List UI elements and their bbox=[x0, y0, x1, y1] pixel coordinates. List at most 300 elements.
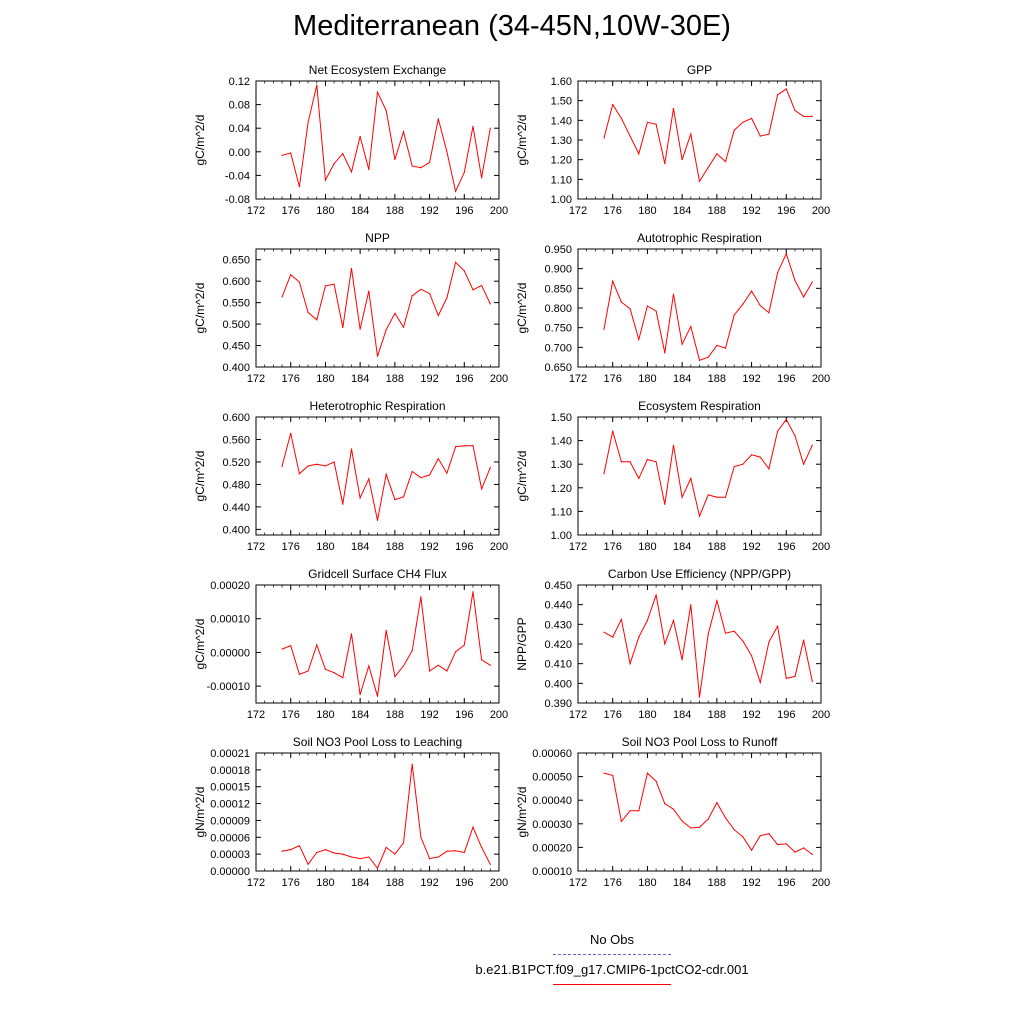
y-tick-label: 0.650 bbox=[544, 362, 572, 374]
data-point bbox=[638, 637, 639, 638]
data-point bbox=[412, 471, 413, 472]
data-point bbox=[490, 864, 491, 865]
data-point bbox=[438, 458, 439, 459]
data-point bbox=[420, 289, 421, 290]
data-point bbox=[690, 134, 691, 135]
x-tick-label: 196 bbox=[777, 877, 796, 889]
data-point bbox=[403, 665, 404, 666]
plot-frame bbox=[578, 585, 821, 703]
data-point bbox=[360, 136, 361, 137]
y-tick-label: 0.400 bbox=[544, 678, 572, 691]
data-point bbox=[429, 474, 430, 475]
legend-obs-line bbox=[553, 954, 671, 955]
data-point bbox=[716, 345, 717, 346]
x-tick-label: 192 bbox=[742, 877, 761, 889]
y-tick-label: 0.650 bbox=[222, 254, 250, 267]
data-point bbox=[812, 445, 813, 446]
series-line bbox=[604, 419, 812, 516]
data-point bbox=[429, 670, 430, 671]
x-tick-label: 172 bbox=[246, 877, 266, 889]
data-point bbox=[803, 847, 804, 848]
data-point bbox=[725, 497, 726, 498]
data-point bbox=[325, 180, 326, 181]
data-point bbox=[281, 155, 282, 156]
data-point bbox=[664, 504, 665, 505]
y-tick-label: 0.00020 bbox=[210, 580, 250, 592]
y-tick-label: 0.600 bbox=[222, 412, 250, 424]
x-tick-label: 188 bbox=[385, 373, 405, 385]
x-tick-label: 176 bbox=[603, 877, 622, 889]
data-point bbox=[638, 810, 639, 811]
y-tick-label: 1.00 bbox=[550, 530, 572, 542]
data-point bbox=[360, 858, 361, 859]
data-point bbox=[342, 677, 343, 678]
y-axis-label: NPP/GPP bbox=[515, 617, 529, 671]
data-point bbox=[429, 858, 430, 859]
x-tick-label: 192 bbox=[420, 541, 439, 553]
data-point bbox=[351, 448, 352, 449]
series-line bbox=[282, 433, 490, 520]
data-point bbox=[603, 632, 604, 633]
data-point bbox=[777, 272, 778, 273]
data-point bbox=[351, 633, 352, 634]
data-point bbox=[603, 473, 604, 474]
series-line bbox=[282, 592, 490, 697]
data-point bbox=[316, 319, 317, 320]
data-point bbox=[281, 466, 282, 467]
data-point bbox=[490, 467, 491, 468]
data-point bbox=[446, 473, 447, 474]
data-point bbox=[786, 678, 787, 679]
data-point bbox=[464, 644, 465, 645]
x-tick-label: 180 bbox=[316, 709, 335, 721]
data-point bbox=[803, 464, 804, 465]
data-point bbox=[760, 135, 761, 136]
x-tick-label: 200 bbox=[489, 373, 509, 385]
data-point bbox=[751, 655, 752, 656]
data-point bbox=[621, 302, 622, 303]
data-point bbox=[281, 648, 282, 649]
data-point bbox=[377, 696, 378, 697]
panel-title: Autotrophic Respiration bbox=[637, 231, 762, 245]
y-tick-label: 1.10 bbox=[550, 174, 572, 187]
data-point bbox=[386, 847, 387, 848]
x-tick-label: 196 bbox=[455, 877, 474, 889]
x-tick-label: 192 bbox=[420, 205, 439, 217]
data-point bbox=[603, 329, 604, 330]
data-point bbox=[777, 94, 778, 95]
y-tick-label: 0.700 bbox=[544, 342, 572, 355]
data-point bbox=[481, 659, 482, 660]
data-point bbox=[682, 659, 683, 660]
y-tick-label: 1.60 bbox=[550, 76, 572, 88]
data-point bbox=[438, 315, 439, 316]
data-point bbox=[699, 516, 700, 517]
y-tick-label: 0.850 bbox=[544, 283, 572, 296]
data-point bbox=[682, 497, 683, 498]
data-point bbox=[325, 465, 326, 466]
data-point bbox=[307, 670, 308, 671]
plot-frame bbox=[256, 753, 499, 871]
data-point bbox=[716, 153, 717, 154]
data-point bbox=[690, 478, 691, 479]
data-point bbox=[768, 468, 769, 469]
data-point bbox=[777, 431, 778, 432]
data-point bbox=[360, 694, 361, 695]
x-tick-label: 176 bbox=[281, 541, 300, 553]
data-point bbox=[394, 854, 395, 855]
y-tick-label: 0.00015 bbox=[210, 781, 250, 794]
data-point bbox=[708, 167, 709, 168]
x-tick-label: 180 bbox=[316, 541, 335, 553]
y-tick-label: 0.00010 bbox=[210, 613, 250, 626]
y-tick-label: 0.560 bbox=[222, 434, 250, 447]
data-point bbox=[290, 274, 291, 275]
data-point bbox=[351, 268, 352, 269]
data-point bbox=[429, 162, 430, 163]
data-point bbox=[734, 130, 735, 131]
x-tick-label: 188 bbox=[707, 877, 727, 889]
x-tick-label: 180 bbox=[638, 373, 657, 385]
data-point bbox=[403, 496, 404, 497]
x-tick-label: 172 bbox=[246, 205, 266, 217]
y-axis-label: gN/m^2/d bbox=[193, 786, 207, 838]
data-point bbox=[768, 641, 769, 642]
data-point bbox=[472, 445, 473, 446]
plot-frame bbox=[256, 249, 499, 367]
x-tick-label: 184 bbox=[350, 877, 370, 889]
page-title: Mediterranean (34-45N,10W-30E) bbox=[293, 10, 731, 42]
x-tick-label: 188 bbox=[385, 709, 405, 721]
data-point bbox=[638, 153, 639, 154]
series-line bbox=[604, 773, 812, 854]
y-tick-label: -0.08 bbox=[224, 194, 250, 206]
y-tick-label: 0.550 bbox=[222, 297, 250, 310]
data-point bbox=[621, 821, 622, 822]
data-point bbox=[725, 161, 726, 162]
data-point bbox=[629, 810, 630, 811]
data-point bbox=[734, 829, 735, 830]
x-tick-label: 184 bbox=[350, 205, 370, 217]
series-line bbox=[282, 262, 490, 356]
data-point bbox=[481, 847, 482, 848]
data-point bbox=[664, 352, 665, 353]
data-point bbox=[351, 856, 352, 857]
y-axis-label: gC/m^2/d bbox=[515, 450, 529, 502]
data-point bbox=[629, 461, 630, 462]
data-point bbox=[760, 305, 761, 306]
y-tick-label: 0.950 bbox=[544, 244, 572, 256]
panel-title: Carbon Use Efficiency (NPP/GPP) bbox=[607, 567, 792, 581]
x-tick-label: 196 bbox=[777, 373, 796, 385]
x-tick-label: 176 bbox=[281, 709, 300, 721]
y-tick-label: 0.00000 bbox=[210, 866, 250, 878]
data-point bbox=[734, 631, 735, 632]
data-point bbox=[682, 820, 683, 821]
y-axis-label: gC/m^2/d bbox=[193, 450, 207, 502]
y-tick-label: 0.440 bbox=[544, 599, 572, 612]
y-axis-label: gC/m^2/d bbox=[193, 618, 207, 670]
data-point bbox=[394, 499, 395, 500]
x-tick-label: 196 bbox=[777, 205, 796, 217]
data-point bbox=[629, 663, 630, 664]
series-line bbox=[282, 85, 490, 191]
y-tick-label: 0.00 bbox=[228, 146, 250, 159]
data-point bbox=[673, 620, 674, 621]
data-point bbox=[786, 88, 787, 89]
data-point bbox=[307, 312, 308, 313]
data-point bbox=[673, 445, 674, 446]
data-point bbox=[438, 665, 439, 666]
data-point bbox=[647, 620, 648, 621]
data-point bbox=[377, 92, 378, 93]
y-axis-label: gN/m^2/d bbox=[515, 786, 529, 838]
y-tick-label: 1.40 bbox=[550, 435, 572, 448]
data-point bbox=[690, 827, 691, 828]
data-point bbox=[351, 171, 352, 172]
data-point bbox=[725, 633, 726, 634]
data-point bbox=[647, 459, 648, 460]
data-point bbox=[751, 454, 752, 455]
data-point bbox=[664, 163, 665, 164]
data-point bbox=[812, 854, 813, 855]
data-point bbox=[742, 464, 743, 465]
x-tick-label: 172 bbox=[568, 709, 588, 721]
data-point bbox=[612, 281, 613, 282]
data-point bbox=[334, 672, 335, 673]
x-tick-label: 180 bbox=[638, 709, 657, 721]
series-line bbox=[604, 595, 812, 697]
data-point bbox=[647, 305, 648, 306]
y-axis-label: gC/m^2/d bbox=[515, 282, 529, 334]
data-point bbox=[316, 85, 317, 86]
data-point bbox=[612, 104, 613, 105]
data-point bbox=[742, 303, 743, 304]
data-point bbox=[490, 665, 491, 666]
x-tick-label: 180 bbox=[638, 877, 657, 889]
data-point bbox=[455, 446, 456, 447]
y-tick-label: 0.00018 bbox=[210, 764, 250, 777]
data-point bbox=[768, 134, 769, 135]
data-point bbox=[481, 488, 482, 489]
x-tick-label: 184 bbox=[350, 709, 370, 721]
data-point bbox=[290, 152, 291, 153]
panel-title: Gridcell Surface CH4 Flux bbox=[308, 567, 447, 581]
legend-model-line bbox=[553, 984, 671, 985]
y-tick-label: 0.410 bbox=[544, 658, 572, 671]
y-tick-label: 1.20 bbox=[550, 154, 572, 167]
data-point bbox=[334, 852, 335, 853]
data-point bbox=[751, 290, 752, 291]
x-tick-label: 176 bbox=[603, 541, 622, 553]
y-tick-label: 0.430 bbox=[544, 619, 572, 632]
data-point bbox=[629, 308, 630, 309]
y-tick-label: 0.00050 bbox=[532, 771, 572, 784]
data-point bbox=[603, 137, 604, 138]
data-point bbox=[812, 681, 813, 682]
data-point bbox=[803, 296, 804, 297]
data-point bbox=[760, 457, 761, 458]
y-tick-label: 0.00000 bbox=[210, 647, 250, 660]
panel-title: GPP bbox=[686, 63, 713, 77]
data-point bbox=[299, 674, 300, 675]
data-point bbox=[412, 165, 413, 166]
data-point bbox=[299, 281, 300, 282]
x-tick-label: 172 bbox=[568, 541, 588, 553]
data-point bbox=[464, 172, 465, 173]
data-point bbox=[334, 284, 335, 285]
data-point bbox=[664, 803, 665, 804]
data-point bbox=[734, 314, 735, 315]
data-point bbox=[412, 764, 413, 765]
data-point bbox=[708, 634, 709, 635]
data-point bbox=[403, 842, 404, 843]
data-point bbox=[656, 124, 657, 125]
y-tick-label: 1.20 bbox=[550, 482, 572, 495]
x-tick-label: 176 bbox=[603, 373, 622, 385]
plot-frame bbox=[578, 249, 821, 367]
x-tick-label: 196 bbox=[455, 541, 474, 553]
data-point bbox=[647, 122, 648, 123]
data-point bbox=[734, 466, 735, 467]
data-point bbox=[360, 329, 361, 330]
x-tick-label: 200 bbox=[489, 541, 509, 553]
y-axis-label: gC/m^2/d bbox=[193, 114, 207, 166]
plot-frame bbox=[256, 81, 499, 199]
data-point bbox=[699, 360, 700, 361]
y-tick-label: 0.420 bbox=[544, 639, 572, 651]
data-point bbox=[760, 835, 761, 836]
y-tick-label: 1.30 bbox=[550, 135, 572, 147]
data-point bbox=[446, 851, 447, 852]
data-point bbox=[420, 167, 421, 168]
data-point bbox=[786, 253, 787, 254]
data-point bbox=[673, 809, 674, 810]
x-tick-label: 196 bbox=[455, 373, 474, 385]
data-point bbox=[786, 843, 787, 844]
data-point bbox=[794, 852, 795, 853]
data-point bbox=[708, 818, 709, 819]
data-point bbox=[777, 626, 778, 627]
data-point bbox=[708, 357, 709, 358]
y-tick-label: 0.04 bbox=[228, 123, 250, 136]
data-point bbox=[612, 775, 613, 776]
x-tick-label: 200 bbox=[489, 709, 509, 721]
data-point bbox=[316, 464, 317, 465]
x-tick-label: 200 bbox=[489, 877, 509, 889]
plot-frame bbox=[256, 417, 499, 535]
x-tick-label: 172 bbox=[246, 709, 266, 721]
legend-obs-label: No Obs bbox=[589, 932, 635, 947]
x-tick-label: 180 bbox=[316, 205, 335, 217]
data-point bbox=[751, 118, 752, 119]
x-tick-label: 184 bbox=[350, 541, 370, 553]
data-point bbox=[403, 131, 404, 132]
y-tick-label: 0.00009 bbox=[210, 815, 250, 828]
data-point bbox=[716, 600, 717, 601]
data-point bbox=[307, 864, 308, 865]
data-point bbox=[612, 637, 613, 638]
x-tick-label: 188 bbox=[385, 877, 405, 889]
data-point bbox=[794, 676, 795, 677]
panel-title: NPP bbox=[365, 231, 390, 245]
data-point bbox=[368, 856, 369, 857]
x-tick-label: 184 bbox=[672, 541, 692, 553]
panel-title: Net Ecosystem Exchange bbox=[308, 63, 447, 77]
y-tick-label: 0.500 bbox=[222, 319, 250, 332]
data-point bbox=[420, 596, 421, 597]
legend-model-label: b.e21.B1PCT.f09_g17.CMIP6-1pctCO2-cdr.001 bbox=[475, 962, 749, 977]
x-tick-label: 184 bbox=[672, 709, 692, 721]
data-point bbox=[621, 619, 622, 620]
plot-frame bbox=[256, 585, 499, 703]
data-point bbox=[377, 868, 378, 869]
data-point bbox=[334, 461, 335, 462]
x-tick-label: 200 bbox=[811, 877, 831, 889]
data-point bbox=[386, 329, 387, 330]
data-point bbox=[368, 665, 369, 666]
data-point bbox=[656, 594, 657, 595]
x-tick-label: 176 bbox=[603, 709, 622, 721]
data-point bbox=[325, 669, 326, 670]
series-line bbox=[604, 254, 812, 361]
y-tick-label: -0.00010 bbox=[206, 681, 250, 694]
data-point bbox=[751, 850, 752, 851]
y-axis-label: gC/m^2/d bbox=[193, 282, 207, 334]
data-point bbox=[656, 461, 657, 462]
y-tick-label: 1.10 bbox=[550, 506, 572, 519]
x-tick-label: 188 bbox=[707, 373, 727, 385]
data-point bbox=[464, 852, 465, 853]
data-point bbox=[490, 303, 491, 304]
data-point bbox=[368, 290, 369, 291]
data-point bbox=[386, 630, 387, 631]
x-tick-label: 200 bbox=[811, 541, 831, 553]
data-point bbox=[307, 122, 308, 123]
x-tick-label: 192 bbox=[742, 709, 761, 721]
y-tick-label: 0.400 bbox=[222, 362, 250, 374]
y-tick-label: 0.450 bbox=[222, 340, 250, 353]
data-point bbox=[768, 833, 769, 834]
y-tick-label: 0.00021 bbox=[210, 748, 250, 760]
x-tick-label: 200 bbox=[811, 205, 831, 217]
data-point bbox=[682, 159, 683, 160]
data-point bbox=[325, 849, 326, 850]
y-tick-label: 0.12 bbox=[228, 76, 250, 88]
x-tick-label: 176 bbox=[281, 877, 300, 889]
x-tick-label: 172 bbox=[568, 877, 588, 889]
x-tick-label: 188 bbox=[385, 541, 405, 553]
y-tick-label: 0.400 bbox=[222, 524, 250, 537]
y-tick-label: 1.50 bbox=[550, 95, 572, 108]
data-point bbox=[472, 289, 473, 290]
data-point bbox=[742, 122, 743, 123]
data-point bbox=[794, 280, 795, 281]
y-tick-label: 0.440 bbox=[222, 501, 250, 514]
data-point bbox=[290, 433, 291, 434]
data-point bbox=[629, 135, 630, 136]
data-point bbox=[621, 118, 622, 119]
y-tick-label: 0.08 bbox=[228, 99, 250, 112]
data-point bbox=[412, 295, 413, 296]
y-tick-label: 1.00 bbox=[550, 194, 572, 206]
x-tick-label: 196 bbox=[455, 709, 474, 721]
data-point bbox=[621, 461, 622, 462]
x-tick-label: 176 bbox=[281, 373, 300, 385]
panel-title: Ecosystem Respiration bbox=[638, 399, 761, 413]
y-tick-label: 0.00040 bbox=[532, 795, 572, 808]
series-line bbox=[282, 764, 490, 868]
